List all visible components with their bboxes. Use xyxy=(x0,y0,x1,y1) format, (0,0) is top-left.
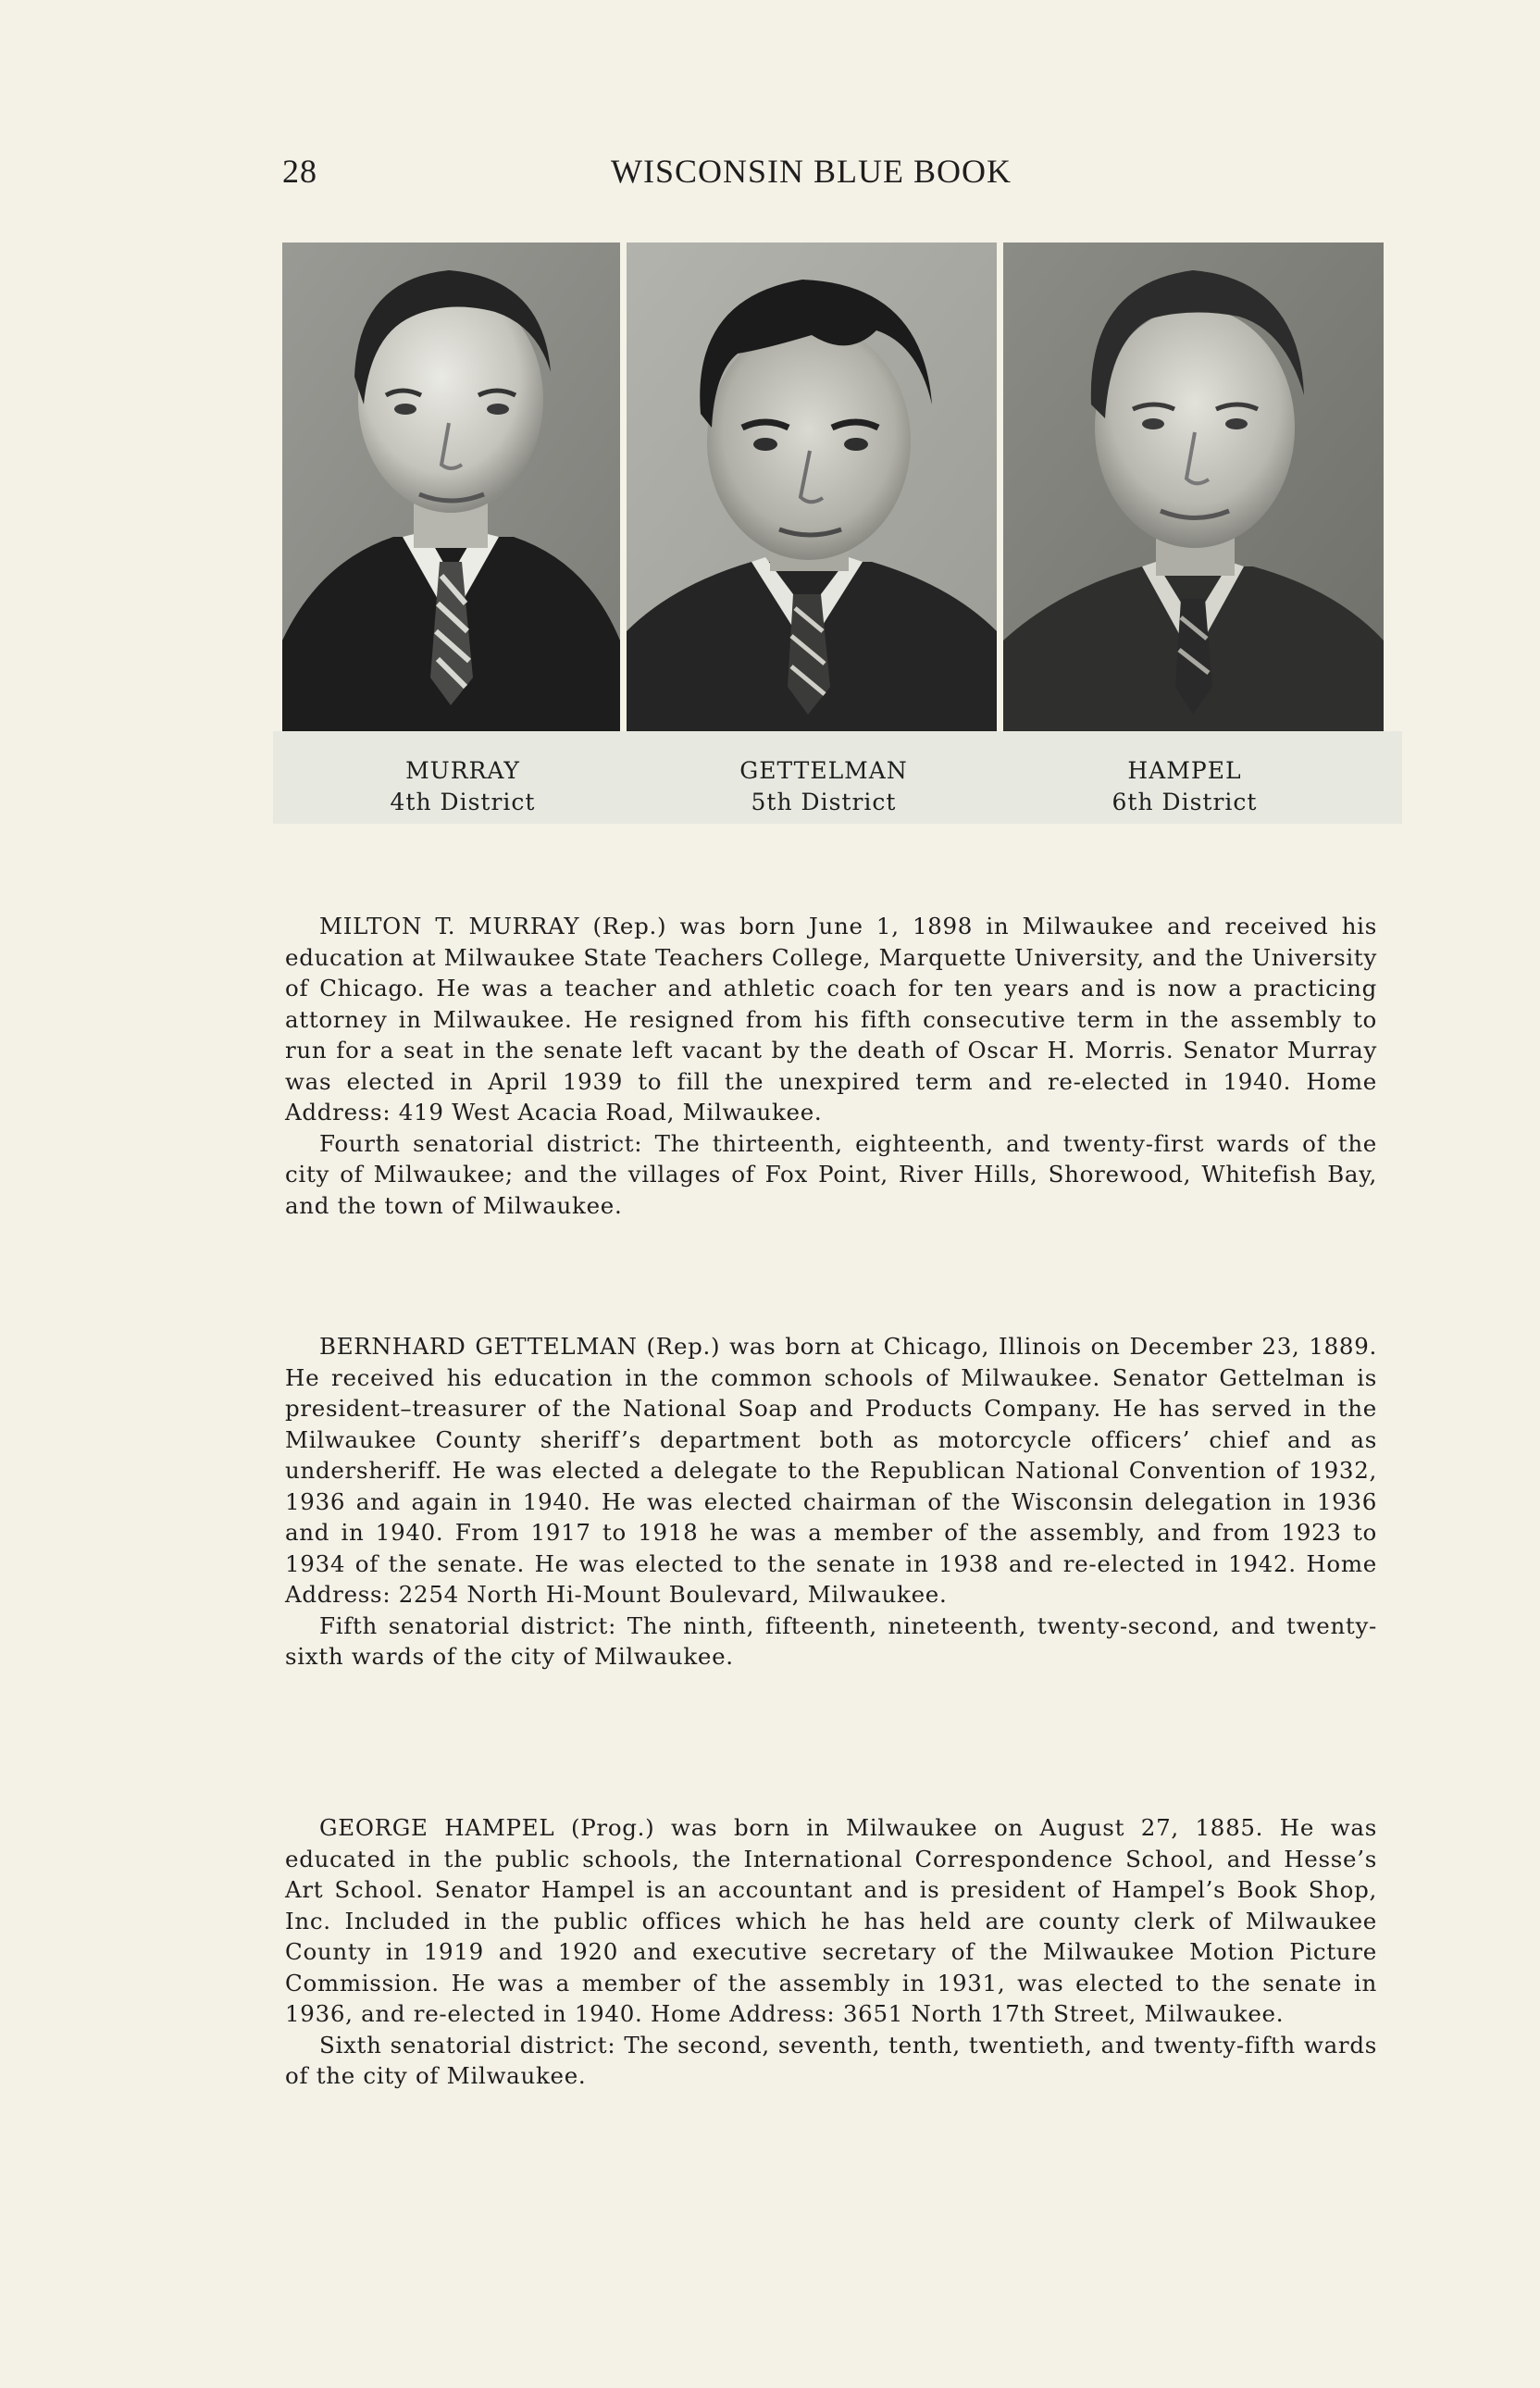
bio-murray xyxy=(285,911,1377,1221)
caption-hampel xyxy=(1032,755,1337,818)
bio-paragraph: MILTON T. MURRAY (Rep.) was born June 1, 1898 in Milwaukee and received his education at Milwaukee State Teachers College, Marquette University, and the University of Chicago. He was a teacher and athletic coach for ten years and is now a practicing attorney in Milwaukee. He resigned from his fifth consecutive term in the assembly to run for a seat in the senate left vacant by the death of Oscar H. Morris. Senator Murray was elected in April 1939 to fill the unexpired term and re-elected in 1940. Home Address: 419 West Acacia Road, Milwaukee. xyxy=(285,913,1377,1126)
page-header xyxy=(282,152,1374,198)
district-description: Fifth senatorial district: The ninth, fifteenth, nineteenth, twenty-second, and twenty-sixth wards of the city of Milwaukee. xyxy=(285,1611,1377,1670)
caption-district: 6th District xyxy=(1112,789,1258,815)
caption-district: 4th District xyxy=(390,789,536,815)
caption-name: MURRAY xyxy=(405,757,520,784)
caption-gettelman xyxy=(671,755,976,818)
portrait-hampel xyxy=(1003,243,1384,731)
caption-name: GETTELMAN xyxy=(739,757,908,784)
caption-murray xyxy=(310,755,615,818)
caption-name: HAMPEL xyxy=(1127,757,1242,784)
bio-paragraph: GEORGE HAMPEL (Prog.) was born in Milwaukee on August 27, 1885. He was educated in the public schools, the International Correspondence School, and Hesse’s Art School. Senator Hampel is an accountant and is president of Hampel’s Book Shop, Inc. Included in the public offices which he has held are county clerk of Milwaukee County in 1919 and 1920 and executive secretary of the Milwaukee Motion Picture Commission. He was a member of the assembly in 1931, was elected to the senate in 1936, and re-elected in 1940. Home Address: 3651 North 17th Street, Milwaukee. xyxy=(285,1814,1377,2027)
bio-gettelman xyxy=(285,1331,1377,1673)
portrait-gettelman xyxy=(627,243,997,731)
portrait-row xyxy=(282,243,1384,731)
running-title: WISCONSIN BLUE BOOK xyxy=(611,153,1012,190)
district-description: Sixth senatorial district: The second, seventh, tenth, twentieth, and twenty-fifth wards of the city of Milwaukee. xyxy=(285,2031,1377,2089)
portrait-captions xyxy=(273,731,1402,824)
page-number: 28 xyxy=(282,153,317,190)
bio-hampel xyxy=(285,1812,1377,2092)
district-description: Fourth senatorial district: The thirteenth, eighteenth, and twenty-first wards of the city of Milwaukee; and the villages of Fox Point, River Hills, Shorewood, Whitefish Bay, and the town of Milwaukee. xyxy=(285,1129,1377,1219)
caption-district: 5th District xyxy=(751,789,897,815)
bio-paragraph: BERNHARD GETTELMAN (Rep.) was born at Chicago, Illinois on December 23, 1889. He received his education in the common schools of Milwaukee. Senator Gettelman is president–treasurer of the National Soap and Products Company. He has served in the Milwaukee County sheriff’s department both as motorcycle officers’ chief and as undersheriff. He was elected a delegate to the Republican National Convention of 1932, 1936 and again in 1940. He was elected chairman of the Wisconsin delegation in 1936 and in 1940. From 1917 to 1918 he was a member of the assembly, and from 1923 to 1934 of the senate. He was elected to the senate in 1938 and re-elected in 1942. Home Address: 2254 North Hi-Mount Boulevard, Milwaukee. xyxy=(285,1333,1377,1608)
portrait-murray xyxy=(282,243,620,731)
